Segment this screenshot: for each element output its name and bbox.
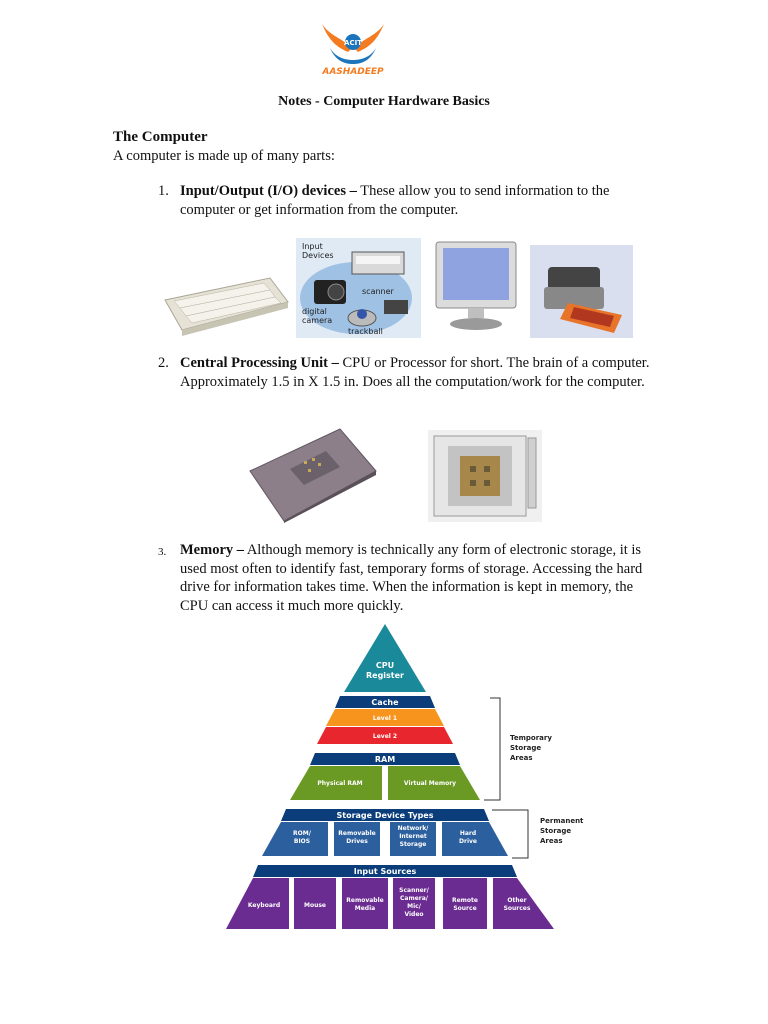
keyboard-image xyxy=(160,270,290,340)
logo-brand: AASHADEEP xyxy=(322,67,384,77)
svg-text:trackball: trackball xyxy=(348,327,383,336)
temporary-storage-label: Temporary Storage Areas xyxy=(510,734,552,762)
cpu-socket-image xyxy=(428,430,542,522)
item-number: 1. xyxy=(158,183,169,199)
item-text: Although memory is technically any form of electronic storage, it is used most often to identify fast, temporary forms of storage. Accessing the hard drive for information takes time. When the information is kept in memory, the CPU can access it much more quickly. xyxy=(180,542,643,614)
other-sources-label: Other Sources xyxy=(503,897,531,912)
svg-text:camera: camera xyxy=(302,316,333,325)
rom-bios-label: ROM/ BIOS xyxy=(293,830,311,845)
remote-source-label: Remote Source xyxy=(451,897,479,912)
hard-drive-label: Hard Drive xyxy=(459,830,477,845)
item-term: Central Processing Unit – xyxy=(180,355,339,371)
input-sources-label: Input Sources xyxy=(353,867,417,876)
page-title: Notes - Computer Hardware Basics xyxy=(278,94,490,109)
scanner-camera-label: Scanner/ Camera/ Mic/ Video xyxy=(399,887,429,918)
cache-label: Cache xyxy=(371,698,399,707)
ram-label: RAM xyxy=(374,755,396,764)
svg-text:Devices: Devices xyxy=(302,251,334,260)
removable-drives-label: Removable Drives xyxy=(338,830,376,845)
cpu-register-label: CPU Register xyxy=(365,661,405,680)
logo-text: ACIT xyxy=(344,39,362,47)
item-number: 2. xyxy=(158,355,169,371)
permanent-storage-label: Permanent Storage Areas xyxy=(540,817,584,845)
removable-media-label: Removable Media xyxy=(346,897,384,912)
svg-text:Input: Input xyxy=(302,242,323,251)
storage-label: Storage Device Types xyxy=(336,811,434,820)
item-number: 3. xyxy=(158,546,167,558)
aashadeep-logo xyxy=(312,18,394,80)
input-devices-image xyxy=(296,238,421,338)
virtual-memory-label: Virtual Memory xyxy=(403,780,457,787)
mouse-label: Mouse xyxy=(303,902,327,909)
physical-ram-label: Physical RAM xyxy=(317,780,363,787)
item-term: Input/Output (I/O) devices – xyxy=(180,183,357,199)
level2-label: Level 2 xyxy=(372,733,398,740)
temporary-bracket xyxy=(484,698,500,800)
svg-text:digital: digital xyxy=(302,307,327,316)
list-item-memory xyxy=(158,541,658,615)
item-text: These allow you to send information to the computer or get information from the computer. xyxy=(180,183,610,218)
item-text: CPU or Processor for short. The brain of a computer. Approximately 1.5 in X 1.5 in. Does all the computation/work for the computer. xyxy=(180,355,650,390)
network-storage-label: Network/ Internet Storage xyxy=(397,825,429,848)
memory-hierarchy-pyramid xyxy=(222,622,592,932)
level1-label: Level 1 xyxy=(372,715,398,722)
list-item-io xyxy=(158,182,658,219)
monitor-image xyxy=(432,240,520,332)
cpu-register-tier xyxy=(344,624,426,692)
printer-image xyxy=(530,245,633,338)
item-term: Memory – xyxy=(180,542,245,558)
keyboard-label: Keyboard xyxy=(247,902,281,909)
section-heading: The Computer xyxy=(113,129,208,145)
list-item-cpu xyxy=(158,354,658,391)
svg-text:scanner: scanner xyxy=(362,287,394,296)
section-intro: A computer is made up of many parts: xyxy=(113,148,335,164)
cpu-chip-image xyxy=(248,425,378,523)
